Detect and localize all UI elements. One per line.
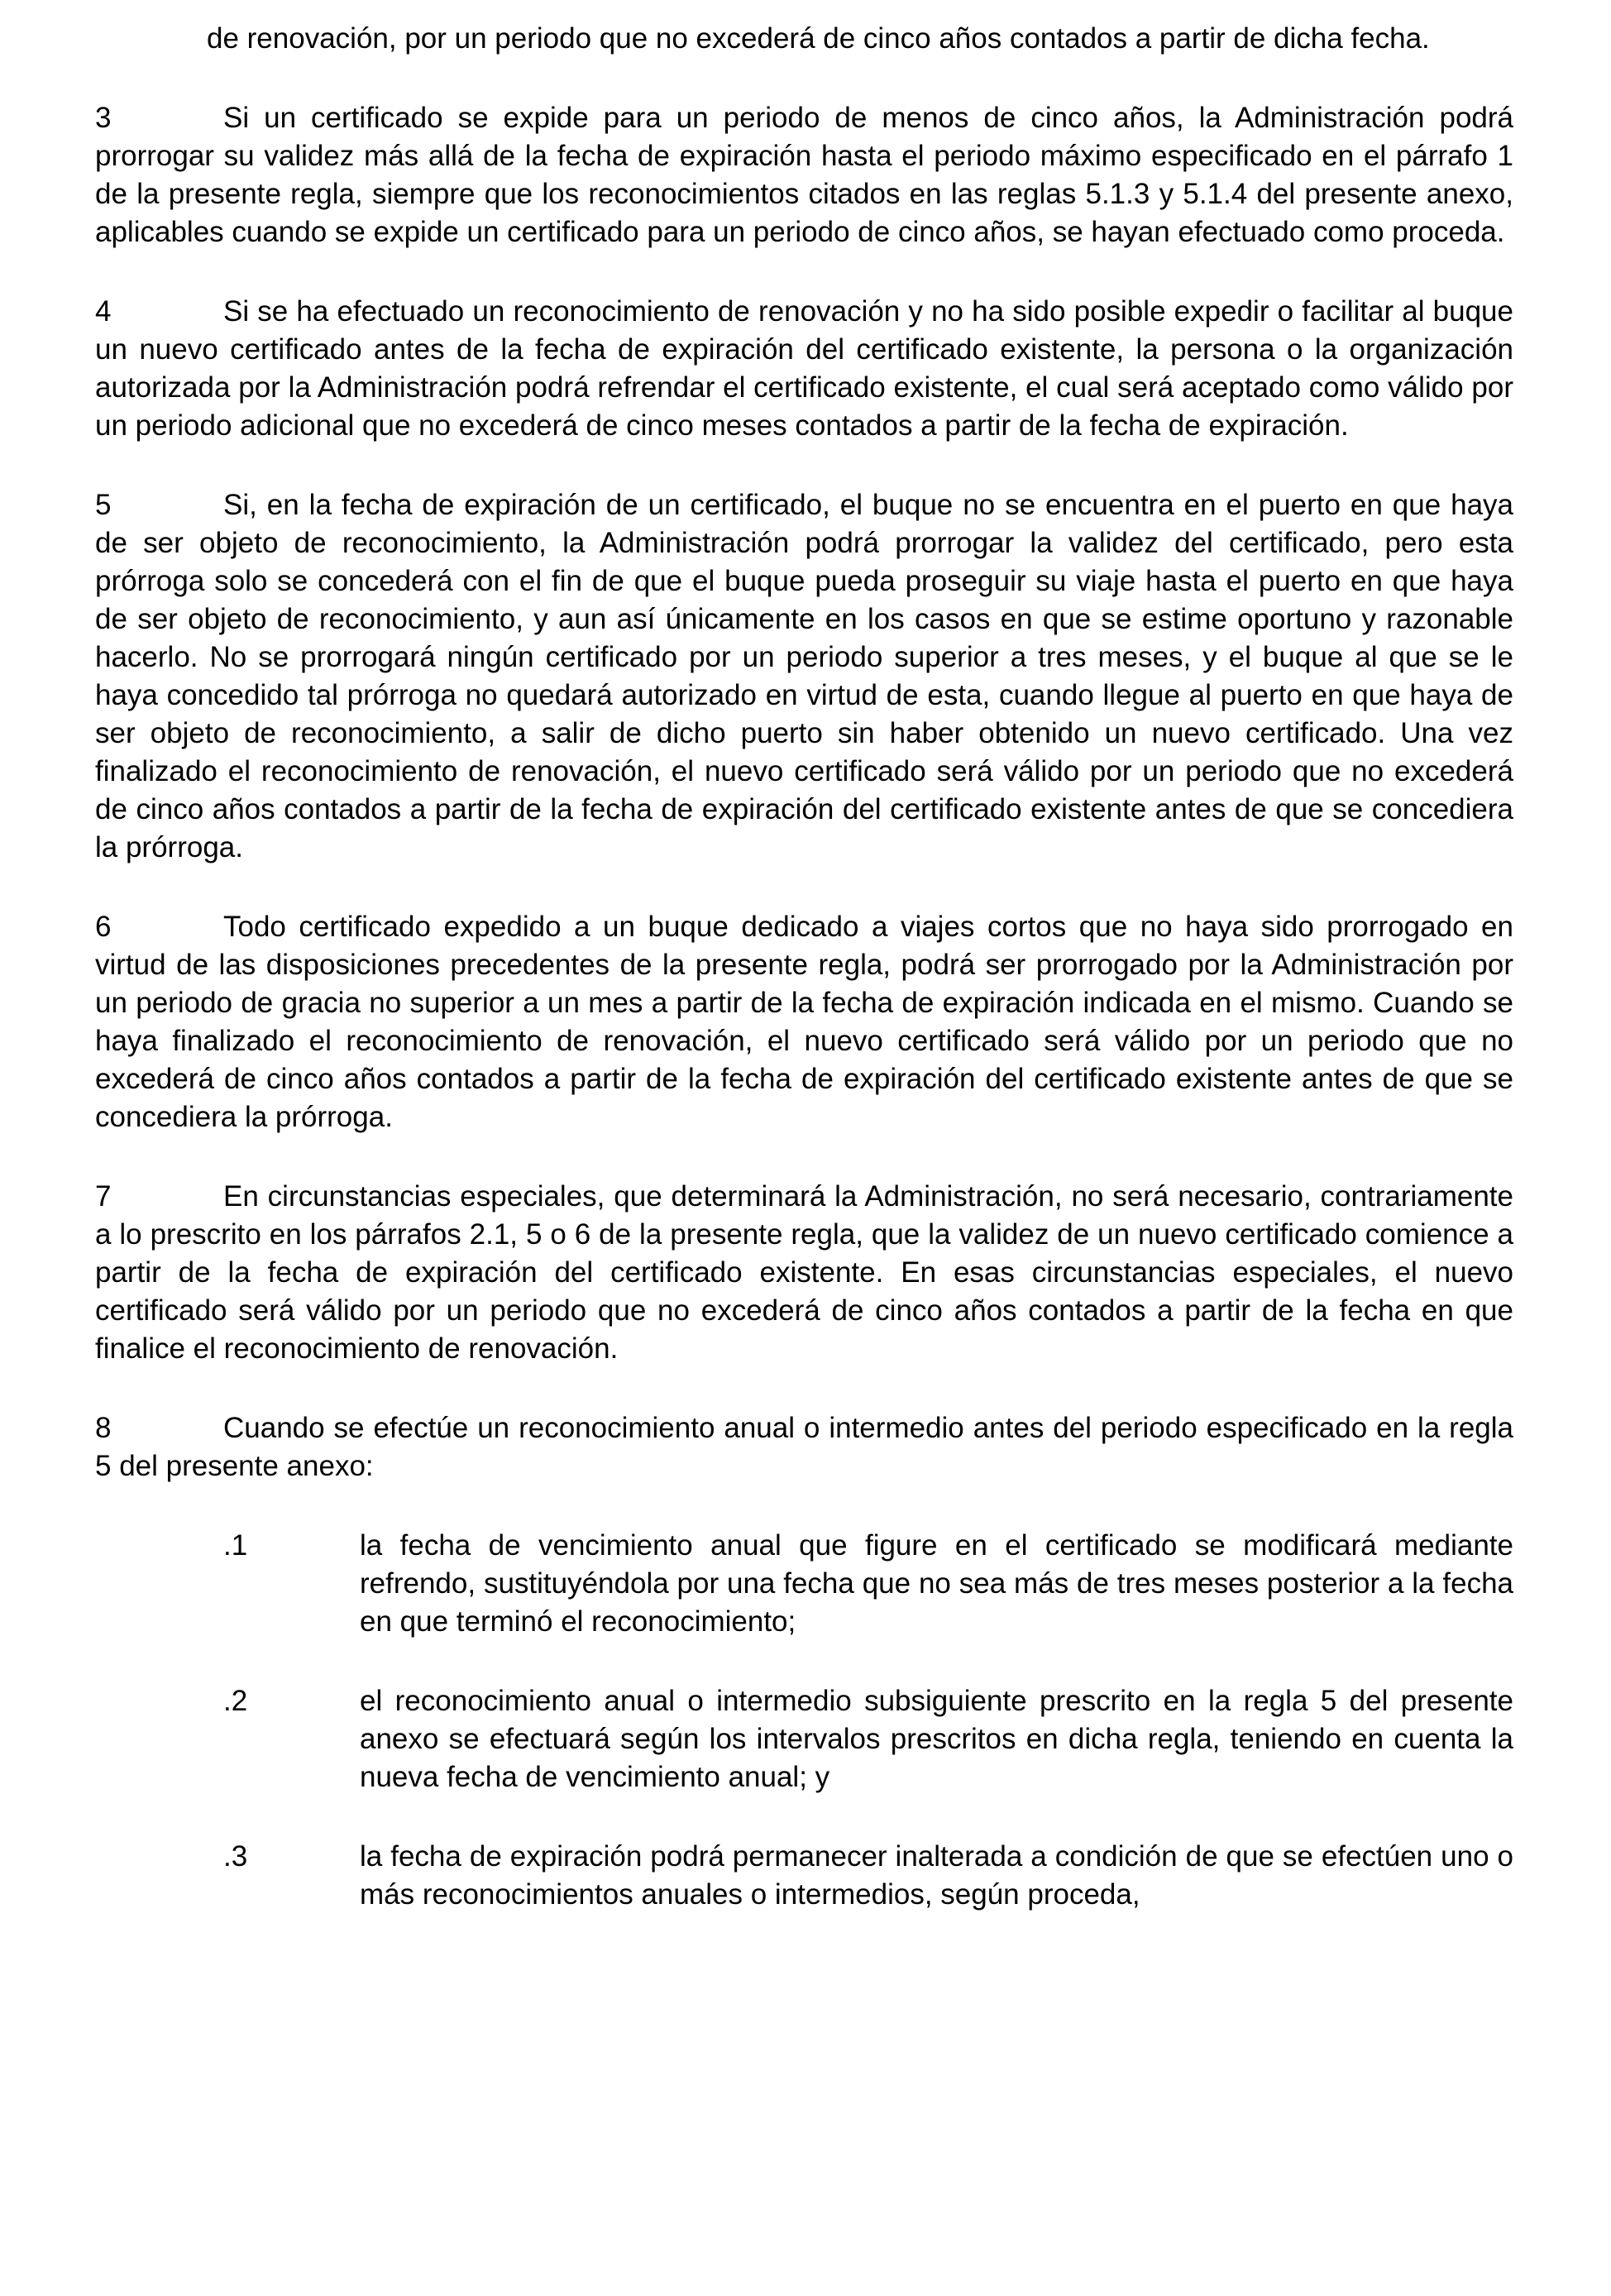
subitem-text: la fecha de expiración podrá permanecer inalterada a condición de que se efectúen uno o más reconocimientos anuales o intermedios, según proceda, (360, 1840, 1513, 1911)
paragraph-number: 3 (95, 102, 112, 134)
numbered-paragraph (95, 908, 1513, 1136)
subitem-marker: .1 (223, 1529, 248, 1562)
paragraph-number: 7 (95, 1180, 112, 1213)
paragraph-number: 6 (95, 911, 112, 943)
subitem-marker: .2 (223, 1685, 248, 1717)
subitem (223, 1838, 1513, 1914)
numbered-paragraph (95, 1409, 1513, 1485)
subitem-marker: .3 (223, 1840, 248, 1873)
paragraph-list (95, 99, 1513, 1485)
numbered-paragraph (95, 293, 1513, 445)
numbered-paragraph (95, 486, 1513, 867)
paragraph-number: 4 (95, 295, 112, 328)
paragraph-text: Si, en la fecha de expiración de un certificado, el buque no se encuentra en el puerto en que haya de ser objeto de reconocimiento, la Administración podrá prorrogar la validez del certificado, pero esta prórroga solo se concederá con el fin de que el buque pueda proseguir su viaje hasta el puerto en que haya de ser objeto de reconocimiento, y aun así únicamente en los casos en que se estime oportuno y razonable hacerlo. No se prorrogará ningún certificado por un periodo superior a tres meses, y el buque al que se le haya concedido tal prórroga no quedará autorizado en virtud de esta, cuando llegue al puerto en que haya de ser objeto de reconocimiento, a salir de dicho puerto sin haber obtenido un nuevo certificado. Una vez finalizado el reconocimiento de renovación, el nuevo certificado será válido por un periodo que no excederá de cinco años contados a partir de la fecha de expiración del certificado existente antes de que se concediera la prórroga. (95, 489, 1513, 863)
subitem-text: el reconocimiento anual o intermedio subsiguiente prescrito en la regla 5 del presente anexo se efectuará según los intervalos prescritos en dicha regla, teniendo en cuenta la nueva fecha de vencimiento anual; y (360, 1685, 1513, 1793)
paragraph-text: Cuando se efectúe un reconocimiento anual o intermedio antes del periodo especificado en la regla 5 del presente anexo: (95, 1412, 1513, 1482)
paragraph-text: Si un certificado se expide para un periodo de menos de cinco años, la Administración podrá prorrogar su validez más allá de la fecha de expiración hasta el periodo máximo especificado en el párrafo 1 de la presente regla, siempre que los reconocimientos citados en las reglas 5.1.3 y 5.1.4 del presente anexo, aplicables cuando se expide un certificado para un periodo de cinco años, se hayan efectuado como proceda. (95, 102, 1513, 248)
paragraph-text: Si se ha efectuado un reconocimiento de renovación y no ha sido posible expedir o facilitar al buque un nuevo certificado antes de la fecha de expiración del certificado existente, la persona o la organización autorizada por la Administración podrá refrendar el certificado existente, el cual será aceptado como válido por un periodo adicional que no excederá de cinco meses contados a partir de la fecha de expiración. (95, 295, 1513, 442)
continuation-paragraph: de renovación, por un periodo que no excederá de cinco años contados a partir de dicha fecha. (207, 22, 1430, 55)
numbered-paragraph (95, 99, 1513, 251)
subitem (223, 1527, 1513, 1641)
subitem-text: la fecha de vencimiento anual que figure en el certificado se modificará mediante refrendo, sustituyéndola por una fecha que no sea más de tres meses posterior a la fecha en que terminó el reconocimiento; (360, 1529, 1513, 1638)
subitem (223, 1682, 1513, 1796)
paragraph-number: 8 (95, 1412, 112, 1444)
paragraph-number: 5 (95, 489, 112, 521)
paragraph-text: Todo certificado expedido a un buque dedicado a viajes cortos que no haya sido prorrogado en virtud de las disposiciones precedentes de la presente regla, podrá ser prorrogado por la Administración por un periodo de gracia no superior a un mes a partir de la fecha de expiración indicada en el mismo. Cuando se haya finalizado el reconocimiento de renovación, el nuevo certificado será válido por un periodo que no excederá de cinco años contados a partir de la fecha de expiración del certificado existente antes de que se concediera la prórroga. (95, 911, 1513, 1133)
subitem-list (95, 1527, 1513, 1914)
numbered-paragraph (95, 1178, 1513, 1368)
paragraph-text: En circunstancias especiales, que determinará la Administración, no será necesario, contrariamente a lo prescrito en los párrafos 2.1, 5 o 6 de la presente regla, que la validez de un nuevo certificado comience a partir de la fecha de expiración del certificado existente. En esas circunstancias especiales, el nuevo certificado será válido por un periodo que no excederá de cinco años contados a partir de la fecha en que finalice el reconocimiento de renovación. (95, 1180, 1513, 1365)
